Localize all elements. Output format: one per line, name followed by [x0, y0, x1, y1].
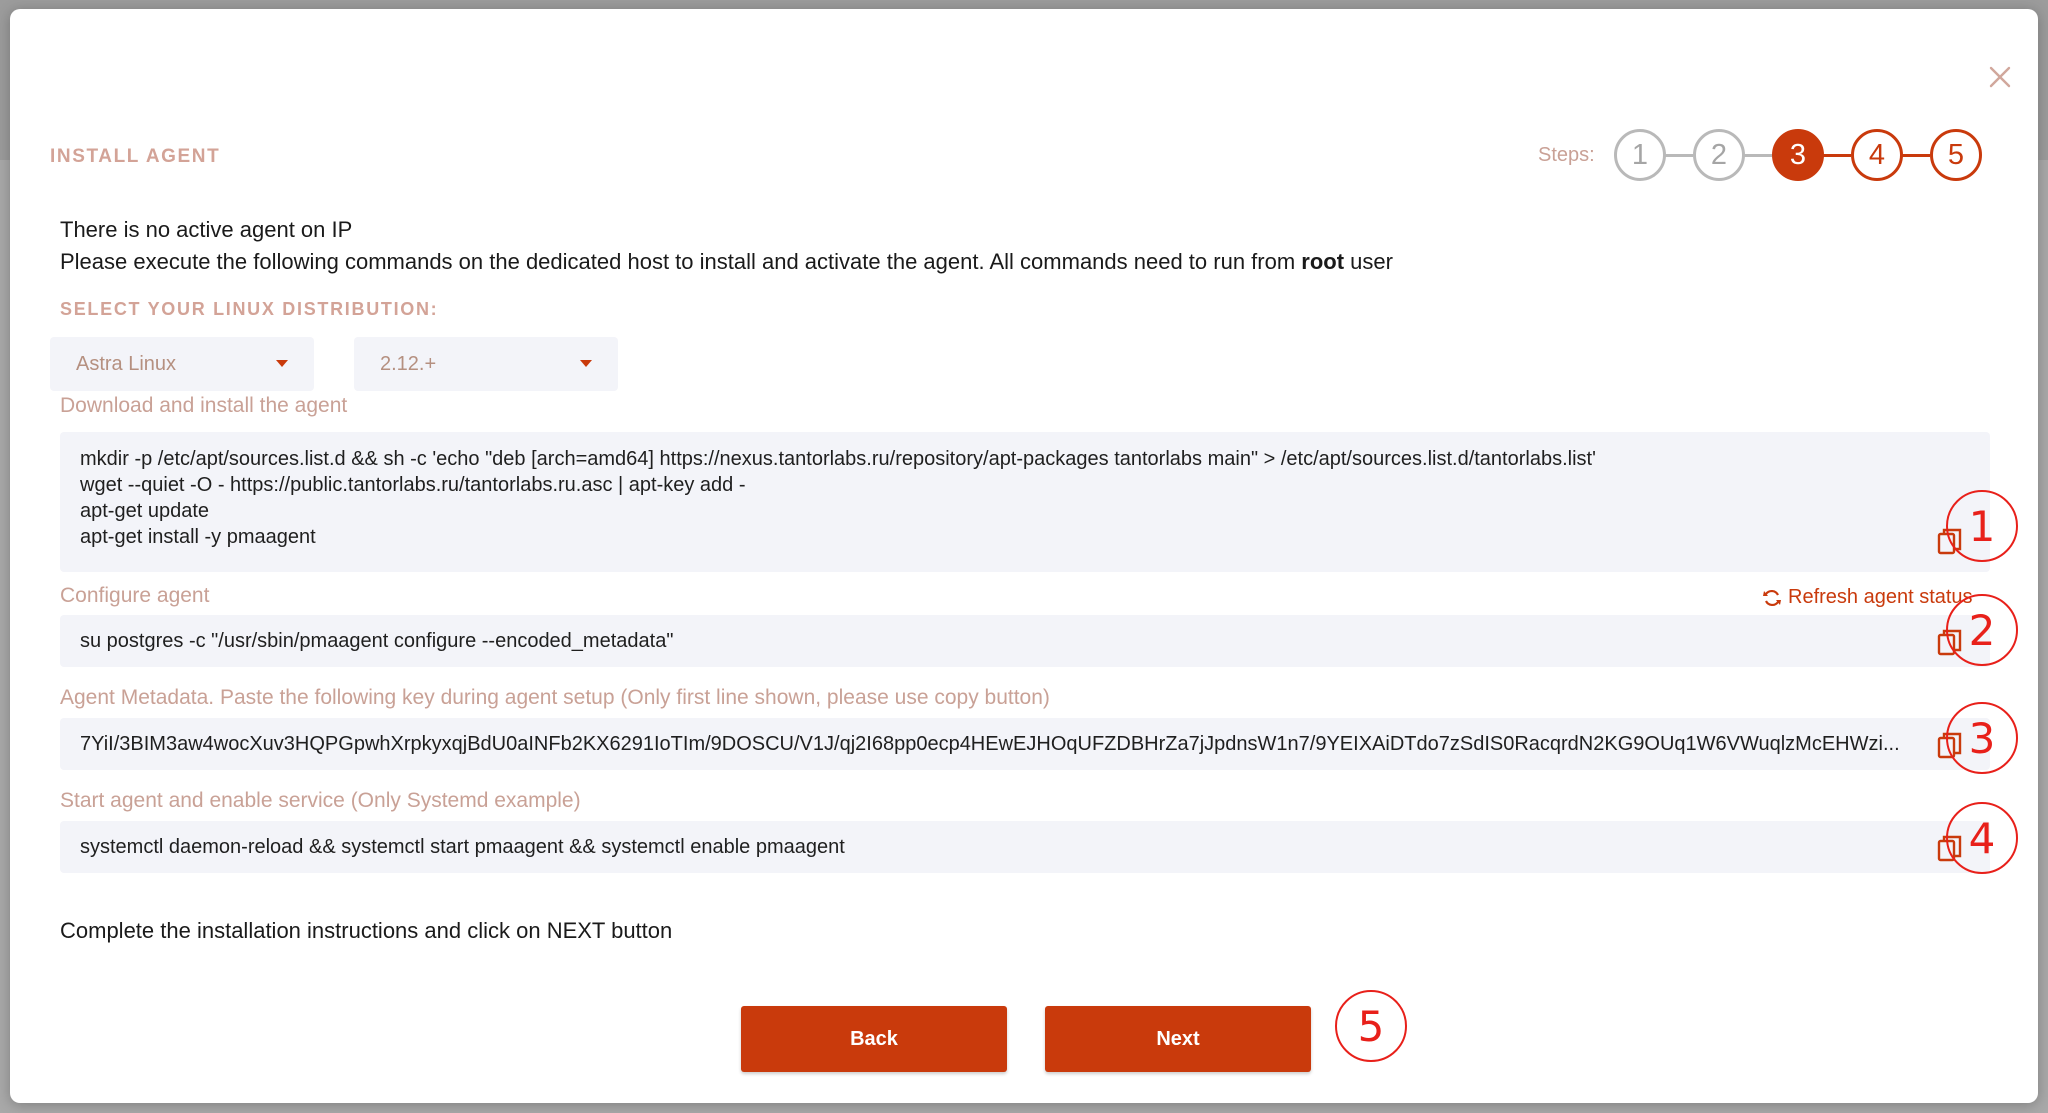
refresh-icon [1762, 588, 1782, 608]
chevron-down-icon [276, 360, 288, 367]
configure-label: Configure agent [60, 584, 210, 607]
code-line: wget --quiet -O - https://public.tantorlabs.ru/tantorlabs.ru.asc | apt-key add - [80, 474, 746, 496]
metadata-label: Agent Metadata. Paste the following key during agent setup (Only first line shown, please use copy button) [60, 686, 1050, 709]
install-agent-modal [10, 9, 2038, 1103]
code-line: su postgres -c "/usr/sbin/pmaagent configure --encoded_metadata" [80, 630, 674, 652]
close-icon[interactable] [1988, 65, 2012, 89]
download-code-block [60, 432, 1990, 572]
start-code-block [60, 821, 1990, 873]
annotation-marker-5: 5 [1335, 990, 1407, 1062]
step-1: 1 [1614, 129, 1666, 181]
root-user-emphasis: root [1301, 249, 1345, 274]
configure-code-block [60, 615, 1990, 667]
annotation-marker-4: 4 [1946, 802, 2018, 874]
step-2: 2 [1693, 129, 1745, 181]
os-select-value: Astra Linux [76, 353, 177, 375]
close-button[interactable] [1978, 55, 2022, 99]
version-select-value: 2.12.+ [380, 353, 437, 375]
step-3: 3 [1772, 129, 1824, 181]
metadata-value: 7YiI/3BIM3aw4wocXuv3HQPGpwhXrpkyxqjBdU0aINFb2KX6291IoTIm/9DOSCU/V1J/qj2I68pp0ecp4HEwEJHOqUFZDBHrZa7jJpdnsW1n7/9YEIXAiDTdo7zSdIS0RacqrdN2KG9OUq1W6VWuqlzMcEHWzi... [80, 733, 1900, 755]
no-agent-message: There is no active agent on IP [60, 217, 353, 242]
steps-label: Steps: [1538, 144, 1595, 166]
step-connector [1823, 154, 1851, 157]
refresh-agent-status-label: Refresh agent status [1788, 586, 1973, 608]
step-connector [1665, 154, 1693, 157]
step-connector [1902, 154, 1930, 157]
code-line: apt-get install -y pmaagent [80, 526, 316, 548]
next-button[interactable]: Next [1045, 1006, 1311, 1072]
os-select[interactable] [50, 337, 314, 391]
modal-title: INSTALL AGENT [50, 146, 221, 167]
download-label: Download and install the agent [60, 394, 348, 417]
back-button[interactable]: Back [741, 1006, 1007, 1072]
annotation-marker-1: 1 [1946, 490, 2018, 562]
metadata-code-block [60, 718, 1990, 770]
footer-note: Complete the installation instructions and click on NEXT button [60, 918, 673, 943]
instructions-suffix: user [1344, 249, 1393, 274]
code-line: apt-get update [80, 500, 209, 522]
code-line: mkdir -p /etc/apt/sources.list.d && sh -c 'echo "deb [arch=amd64] https://nexus.tantorlabs.ru/repository/apt-packages tantorlabs main" > /etc/apt/sources.list.d/tantorlabs.list' [80, 448, 1596, 470]
distribution-heading: SELECT YOUR LINUX DISTRIBUTION: [60, 299, 439, 319]
instructions-prefix: Please execute the following commands on the dedicated host to install and activate the agent. All commands need to run from [60, 249, 1302, 274]
code-line: systemctl daemon-reload && systemctl start pmaagent && systemctl enable pmaagent [80, 836, 845, 858]
annotation-marker-3: 3 [1946, 702, 2018, 774]
refresh-agent-status-link[interactable] [1762, 586, 1973, 609]
step-connector [1744, 154, 1772, 157]
instructions-text [60, 249, 1393, 275]
start-label: Start agent and enable service (Only Systemd example) [60, 789, 581, 812]
version-select[interactable] [354, 337, 618, 391]
step-4: 4 [1851, 129, 1903, 181]
annotation-marker-2: 2 [1946, 594, 2018, 666]
chevron-down-icon [580, 360, 592, 367]
step-5: 5 [1930, 129, 1982, 181]
